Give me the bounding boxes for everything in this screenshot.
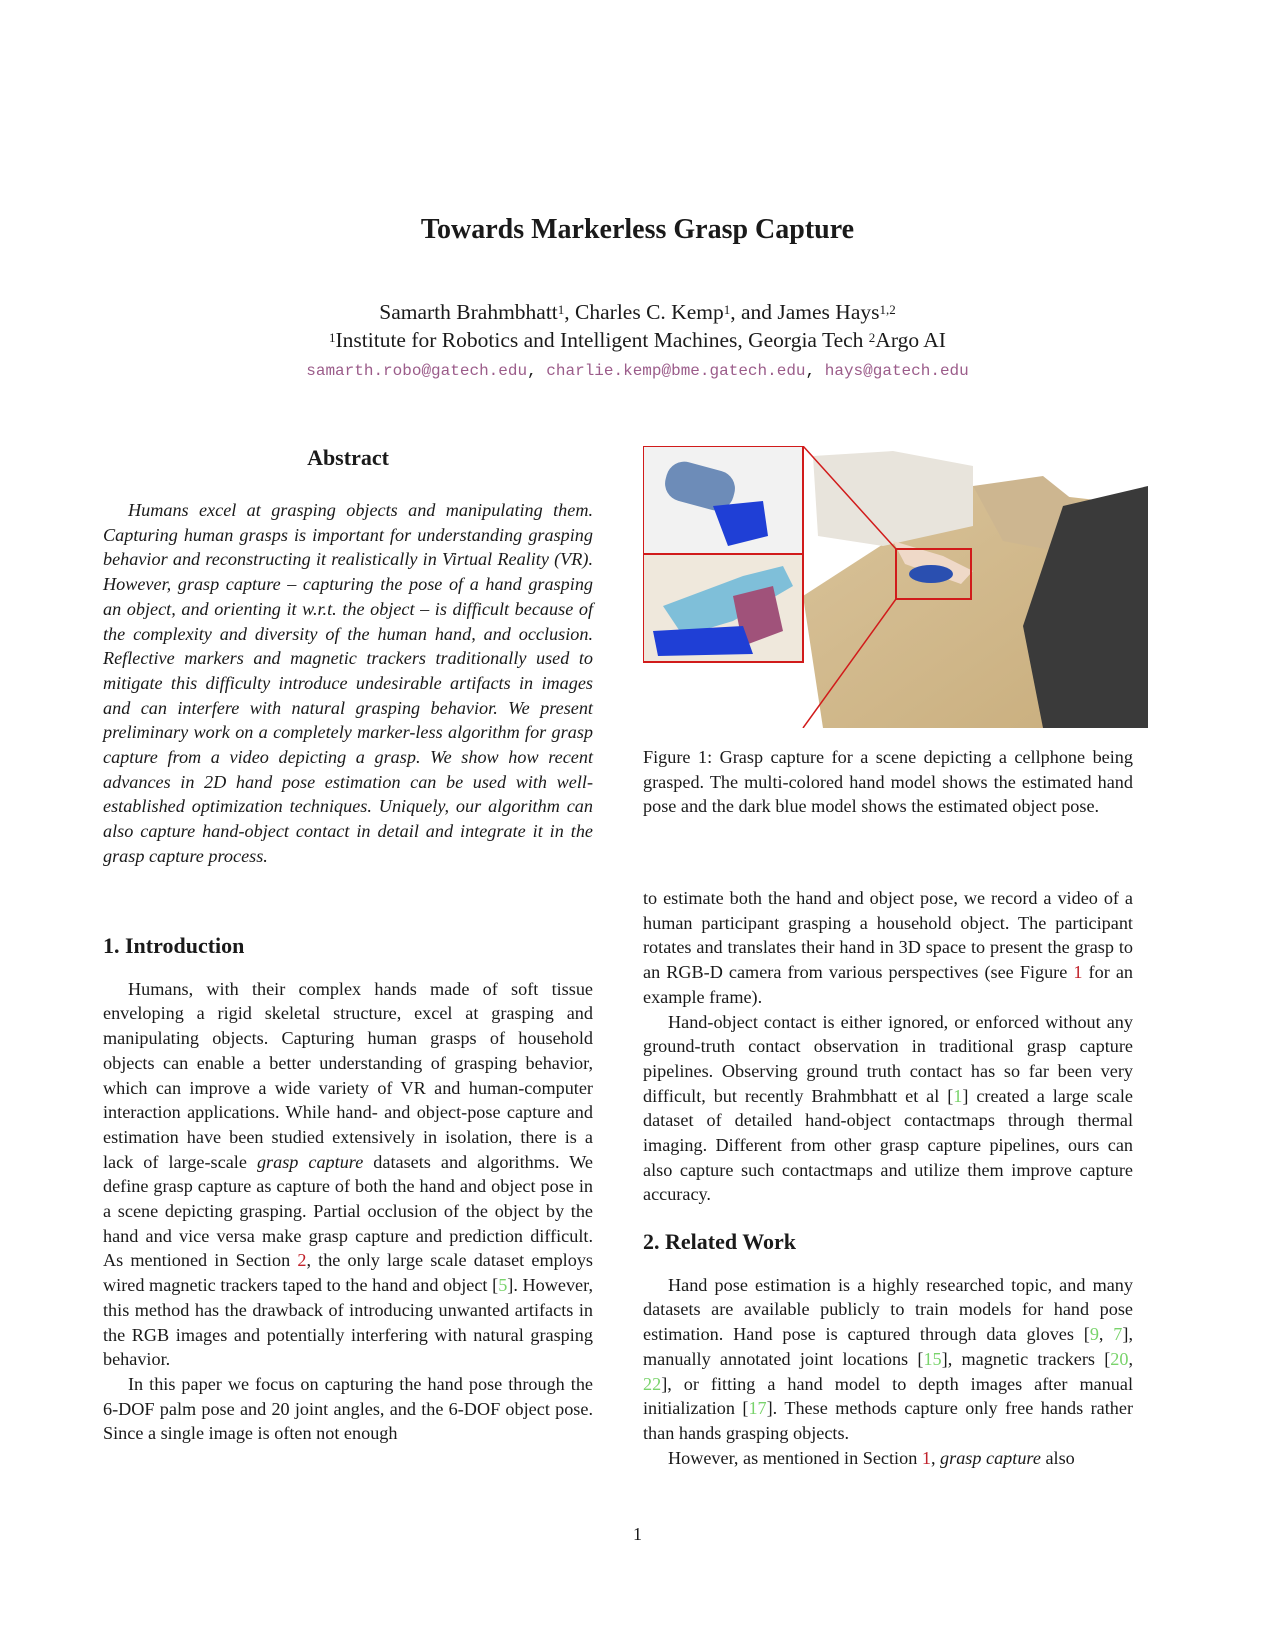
author-block (0, 298, 1275, 354)
affil-1: Institute for Robotics and Intelligent Machines, Georgia Tech (335, 328, 869, 352)
citation-1[interactable]: 1 (953, 1085, 963, 1106)
citation-15[interactable]: 15 (923, 1348, 942, 1369)
email-list: samarth.robo@gatech.edu, charlie.kemp@bme.gatech.edu, hays@gatech.edu (306, 362, 969, 380)
cellphone-model (909, 565, 953, 583)
abstract-body (103, 498, 593, 869)
inset-bottom-object-model (653, 626, 753, 656)
citation-7[interactable]: 7 (1113, 1324, 1123, 1345)
affil-2-mark: 2 (868, 330, 876, 345)
author-1-affil: 1 (557, 302, 565, 317)
citation-22[interactable]: 22 (643, 1373, 662, 1394)
author-2: , Charles C. Kemp (564, 300, 724, 324)
right-paragraph-2: Hand-object contact is either ignored, or enforced without any ground-truth contact observation in traditional grasp capture pipelines. Observing ground truth contact has so far been very difficult, but recently Brahmbhatt et al [1] created a large scale dataset of detailed hand-object contactmaps through thermal imaging. Different from other grasp capture pipelines, ours can also capture such contactmaps and utilize them improve capture accuracy. (643, 1011, 1133, 1205)
paper-title: Towards Markerless Grasp Capture (420, 214, 855, 245)
page-number: 1 (633, 1524, 642, 1544)
related-paragraph-1: Hand pose estimation is a highly researched topic, and many datasets are available publicly to train models for hand pose estimation. Hand pose is captured through data gloves [9, 7], manually annotated joint locations [15], magnetic trackers [20, 22], or fitting a hand model to depth images after manual initialization [17]. These methods capture only free hands rather than hands grasping objects. (643, 1274, 1134, 1443)
author-names (0, 298, 1275, 326)
related-work-section (643, 1230, 1133, 1470)
author-1: Samarth Brahmbhatt (379, 300, 558, 324)
ref-section-2[interactable]: 2 (297, 1250, 307, 1271)
figure-1-caption (643, 745, 1133, 819)
intro-paragraph-1: Humans, with their complex hands made of soft tissue enveloping a rigid skeletal structure, excel at grasping and manipulating objects. Capturing human grasps of household objects can enable a better understanding of grasping behavior, which can improve a wide variety of VR and human-computer interaction applications. While hand- and object-pose capture and estimation have been studied extensively in isolation, there is a lack of large-scale grasp capture datasets and algorithms. We define grasp capture as capture of both the hand and object pose in a scene depicting grasping. Partial occlusion of the object by the hand and vice versa make grasp capture and prediction difficult. As mentioned in Section 2, the only large scale dataset employs wired magnetic trackers taped to the hand and object [5]. However, this method has the drawback of introducing unwanted artifacts in the RGB images and potentially interfering with natural grasping behavior. (103, 978, 593, 1370)
ref-section-1[interactable]: 1 (921, 1447, 931, 1468)
citation-17[interactable]: 17 (748, 1398, 767, 1419)
email-link-1[interactable]: samarth.robo@gatech.edu (306, 362, 528, 380)
citation-20[interactable]: 20 (1110, 1348, 1129, 1369)
citation-9[interactable]: 9 (1089, 1324, 1099, 1345)
email-link-3[interactable]: hays@gatech.edu (824, 362, 969, 380)
affil-2: Argo AI (875, 328, 946, 352)
email-link-2[interactable]: charlie.kemp@bme.gatech.edu (546, 362, 806, 380)
related-paragraph-2: However, as mentioned in Section 1, grasp capture also (668, 1447, 1075, 1468)
abstract-heading: Abstract (307, 445, 389, 470)
related-work-heading: 2. Related Work (643, 1229, 796, 1254)
affiliations (0, 326, 1275, 354)
author-2-affil: 1 (723, 302, 731, 317)
affil-1-mark: 1 (329, 330, 336, 345)
introduction-section (103, 934, 593, 1446)
caption-text: Figure 1: Grasp capture for a scene depicting a cellphone being grasped. The multi-colored hand model shows the estimated hand pose and the dark blue model shows the estimated object pose. (643, 747, 1133, 817)
grasp-scene-illustration (643, 446, 1148, 728)
abstract-text: Humans excel at grasping objects and manipulating them. Capturing human grasps is important for understanding grasping behavior and reconstructing it realistically in Virtual Reality (VR). However, grasp capture – capturing the pose of a hand grasping an object, and orienting it w.r.t. the object – is difficult because of the complexity and diversity of the human hand, and occlusion. Reflective markers and magnetic trackers traditionally used to mitigate this difficulty introduce undesirable artifacts in images and can interfere with natural grasping behavior. We present preliminary work on a completely marker-less algorithm for grasp capture from a video depicting a grasp. We show how recent advances in 2D hand pose estimation can be used with well-established optimization techniques. Uniquely, our algorithm can also capture hand-object contact in detail and integrate it in the grasp capture process. (103, 500, 593, 866)
author-3: , and James Hays (730, 300, 880, 324)
right-paragraph-1: to estimate both the hand and object pose, we record a video of a human participant grasping a household object. The participant rotates and translates their hand in 3D space to present the grasp to an RGB-D camera from various perspectives (see Figure 1 for an example frame). (643, 888, 1134, 1007)
ref-figure-1[interactable]: 1 (1073, 962, 1083, 983)
intro-paragraph-2: In this paper we focus on capturing the hand pose through the 6-DOF palm pose and 20 joint angles, and the 6-DOF object pose. Since a single image is often not enough (103, 1373, 593, 1444)
right-column-body (643, 886, 1133, 1207)
author-3-affil: 1,2 (879, 302, 896, 317)
introduction-heading: 1. Introduction (103, 933, 245, 958)
citation-5[interactable]: 5 (498, 1275, 508, 1296)
figure-1-image (643, 446, 1148, 728)
